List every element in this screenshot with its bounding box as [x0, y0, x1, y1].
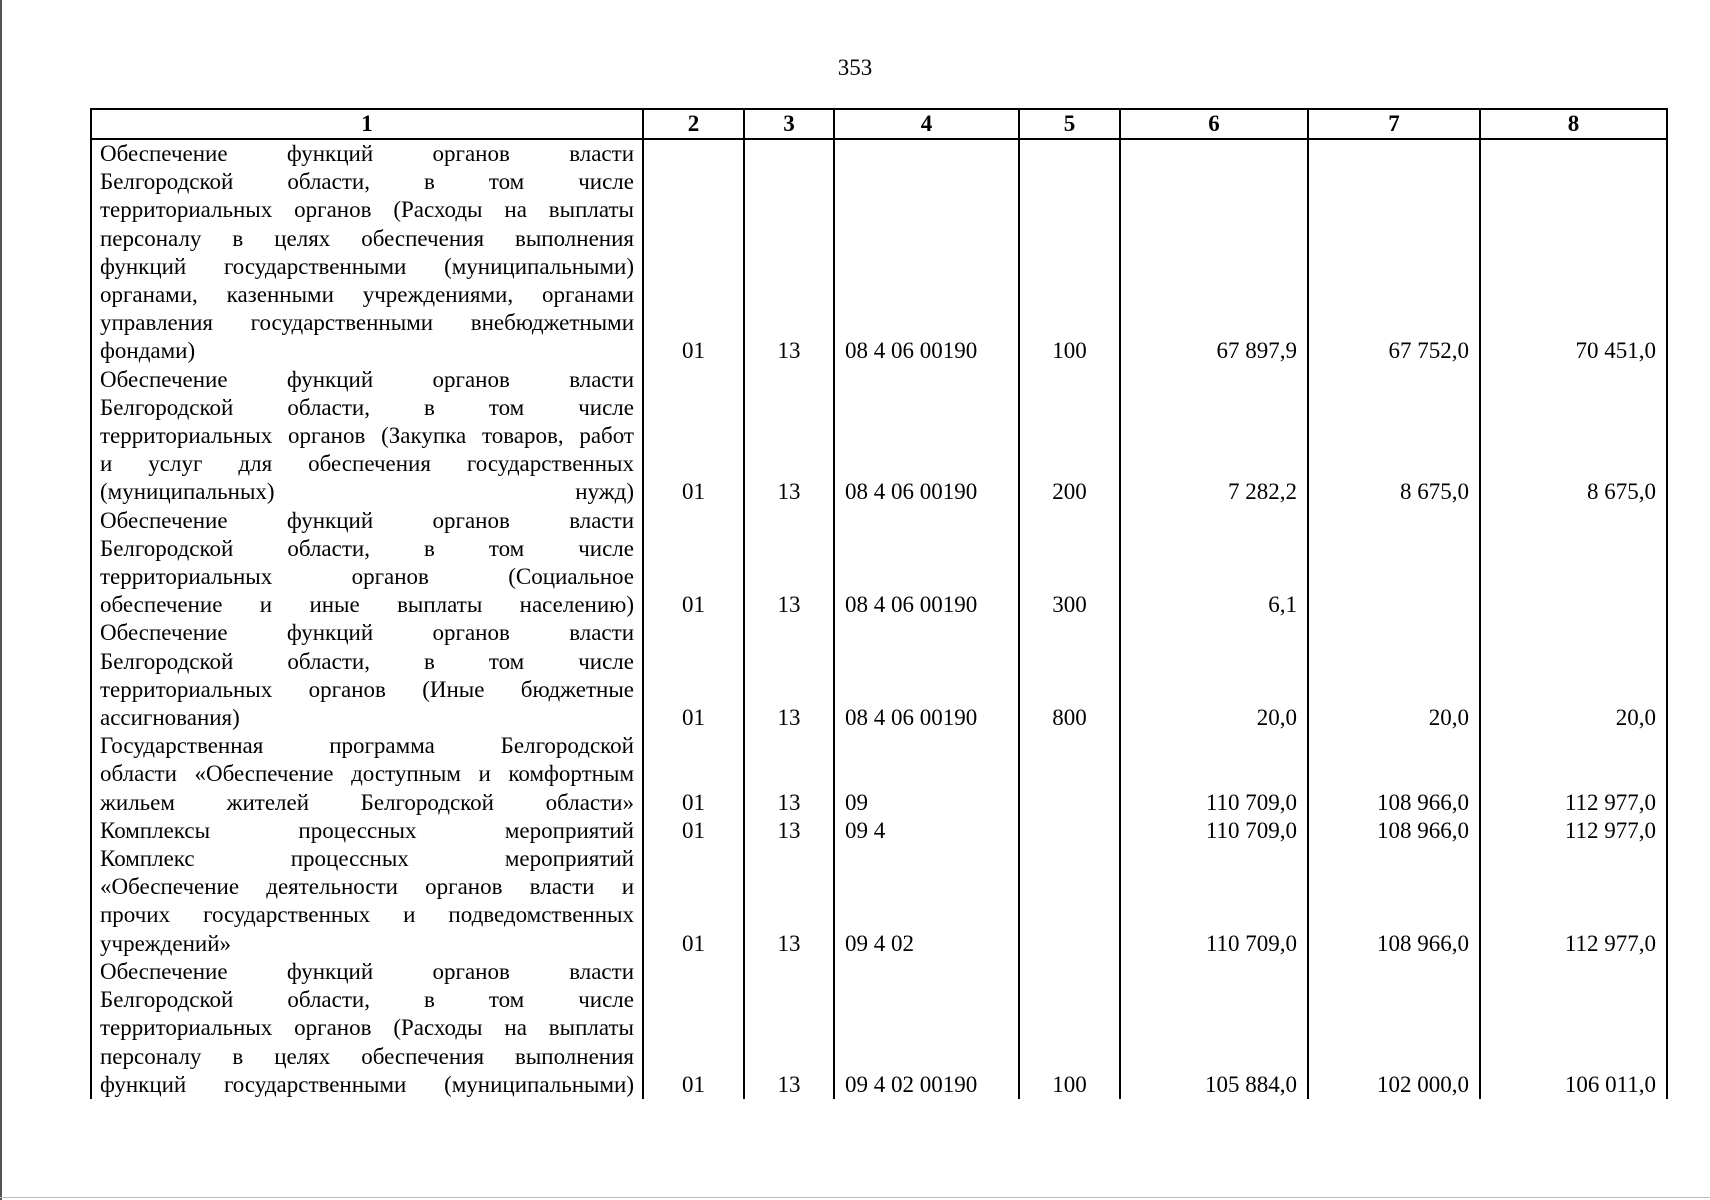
cell-target-code: 09 4 02 00190 [834, 958, 1019, 1099]
cell-target-code: 09 4 [834, 817, 1019, 845]
table-row [91, 507, 1667, 620]
description-line: области «Обеспечение доступным и комфортным [100, 761, 634, 787]
cell-target-code: 08 4 06 00190 [834, 139, 1019, 366]
description-line: функций государственными (муниципальными) [100, 1071, 634, 1097]
description-line: Белгородской области, в том числе [100, 394, 634, 420]
cell-description [91, 507, 643, 620]
description-line: Белгородской области, в том числе [100, 987, 634, 1013]
header-row [91, 109, 1667, 139]
description-line: жильем жителей Белгородской области» [100, 789, 634, 815]
cell-amount: 20,0 [1120, 619, 1308, 732]
cell-subsection: 13 [744, 366, 834, 507]
description-line: персоналу в целях обеспечения выполнения [100, 225, 634, 251]
column-header: 1 [91, 109, 643, 139]
cell-section: 01 [643, 619, 744, 732]
page-edge [0, 0, 2, 1200]
table-row [91, 817, 1667, 845]
column-header: 8 [1480, 109, 1667, 139]
description-line: учреждений» [100, 930, 232, 956]
description-line: прочих государственных и подведомственных [100, 902, 634, 928]
cell-description [91, 732, 643, 817]
column-header: 5 [1019, 109, 1120, 139]
page-edge-bottom [0, 1197, 1710, 1198]
cell-expense-type: 100 [1019, 958, 1120, 1099]
cell-amount: 108 966,0 [1308, 817, 1480, 845]
cell-amount: 112 977,0 [1480, 817, 1667, 845]
cell-expense-type [1019, 845, 1120, 958]
cell-amount: 67 752,0 [1308, 139, 1480, 366]
cell-expense-type: 800 [1019, 619, 1120, 732]
table-row [91, 732, 1667, 817]
description-line: персоналу в целях обеспечения выполнения [100, 1043, 634, 1069]
cell-section: 01 [643, 366, 744, 507]
cell-target-code: 08 4 06 00190 [834, 366, 1019, 507]
cell-section: 01 [643, 139, 744, 366]
cell-amount: 106 011,0 [1480, 958, 1667, 1099]
cell-amount: 7 282,2 [1120, 366, 1308, 507]
cell-section: 01 [643, 845, 744, 958]
column-header: 2 [643, 109, 744, 139]
description-line: территориальных органов (Расходы на выплаты [100, 1015, 634, 1041]
cell-target-code: 09 [834, 732, 1019, 817]
description-line: и услуг для обеспечения государственных [100, 451, 634, 477]
cell-description [91, 958, 643, 1099]
cell-amount: 112 977,0 [1480, 845, 1667, 958]
cell-subsection: 13 [744, 958, 834, 1099]
cell-amount: 20,0 [1308, 619, 1480, 732]
cell-amount [1308, 507, 1480, 620]
column-header: 4 [834, 109, 1019, 139]
table-row [91, 139, 1667, 366]
cell-description [91, 817, 643, 845]
cell-amount: 108 966,0 [1308, 845, 1480, 958]
description-line: Комплекс процессных мероприятий [100, 846, 634, 872]
cell-target-code: 09 4 02 [834, 845, 1019, 958]
cell-amount: 20,0 [1480, 619, 1667, 732]
description-line: функций государственными (муниципальными) [100, 253, 634, 279]
cell-expense-type [1019, 817, 1120, 845]
cell-subsection: 13 [744, 507, 834, 620]
description-line: управления государственными внебюджетными [100, 310, 634, 336]
description-line: территориальных органов (Закупка товаров, работ [100, 423, 634, 449]
cell-amount: 112 977,0 [1480, 732, 1667, 817]
description-line: территориальных органов (Иные бюджетные [100, 676, 634, 702]
description-line: Обеспечение функций органов власти [100, 141, 634, 166]
cell-subsection: 13 [744, 817, 834, 845]
cell-amount: 70 451,0 [1480, 139, 1667, 366]
cell-section: 01 [643, 507, 744, 620]
cell-amount: 102 000,0 [1308, 958, 1480, 1099]
column-header: 3 [744, 109, 834, 139]
cell-expense-type: 300 [1019, 507, 1120, 620]
description-line: Государственная программа Белгородской [100, 733, 634, 759]
cell-target-code: 08 4 06 00190 [834, 619, 1019, 732]
description-line: Обеспечение функций органов власти [100, 620, 634, 646]
cell-amount: 8 675,0 [1480, 366, 1667, 507]
description-line: Белгородской области, в том числе [100, 648, 634, 674]
cell-target-code: 08 4 06 00190 [834, 507, 1019, 620]
cell-subsection: 13 [744, 732, 834, 817]
cell-amount: 110 709,0 [1120, 732, 1308, 817]
description-line: органами, казенными учреждениями, органами [100, 282, 634, 308]
description-line: «Обеспечение деятельности органов власти и [100, 874, 634, 900]
cell-description [91, 845, 643, 958]
description-line: Обеспечение функций органов власти [100, 507, 634, 533]
cell-description [91, 619, 643, 732]
cell-amount: 8 675,0 [1308, 366, 1480, 507]
cell-amount: 108 966,0 [1308, 732, 1480, 817]
cell-amount: 110 709,0 [1120, 845, 1308, 958]
cell-description [91, 366, 643, 507]
cell-amount: 105 884,0 [1120, 958, 1308, 1099]
description-line: обеспечение и иные выплаты населению) [100, 592, 634, 618]
description-line: Белгородской области, в том числе [100, 535, 634, 561]
column-header: 6 [1120, 109, 1308, 139]
table-row [91, 958, 1667, 1099]
cell-section: 01 [643, 958, 744, 1099]
table-row [91, 366, 1667, 507]
table-row [91, 619, 1667, 732]
description-line: Белгородской области, в том числе [100, 169, 634, 195]
cell-subsection: 13 [744, 619, 834, 732]
cell-amount: 6,1 [1120, 507, 1308, 620]
description-line: территориальных органов (Расходы на выплаты [100, 197, 634, 223]
column-header: 7 [1308, 109, 1480, 139]
cell-expense-type: 200 [1019, 366, 1120, 507]
cell-expense-type [1019, 732, 1120, 817]
description-line: фондами) [100, 338, 196, 364]
cell-expense-type: 100 [1019, 139, 1120, 366]
description-line: ассигнования) [100, 705, 240, 731]
budget-table [90, 108, 1668, 1099]
cell-amount: 67 897,9 [1120, 139, 1308, 366]
page-number: 353 [837, 55, 873, 80]
table-body [91, 139, 1667, 1099]
description-line: Комплексы процессных мероприятий [100, 817, 634, 843]
cell-subsection: 13 [744, 139, 834, 366]
description-line: Обеспечение функций органов власти [100, 366, 634, 392]
cell-section: 01 [643, 817, 744, 845]
description-line: (муниципальных) нужд) [100, 479, 634, 505]
description-line: Обеспечение функций органов власти [100, 958, 634, 984]
cell-section: 01 [643, 732, 744, 817]
cell-description [91, 139, 643, 366]
cell-amount [1480, 507, 1667, 620]
cell-amount: 110 709,0 [1120, 817, 1308, 845]
description-line: территориальных органов (Социальное [100, 564, 634, 590]
cell-subsection: 13 [744, 845, 834, 958]
table-row [91, 845, 1667, 958]
